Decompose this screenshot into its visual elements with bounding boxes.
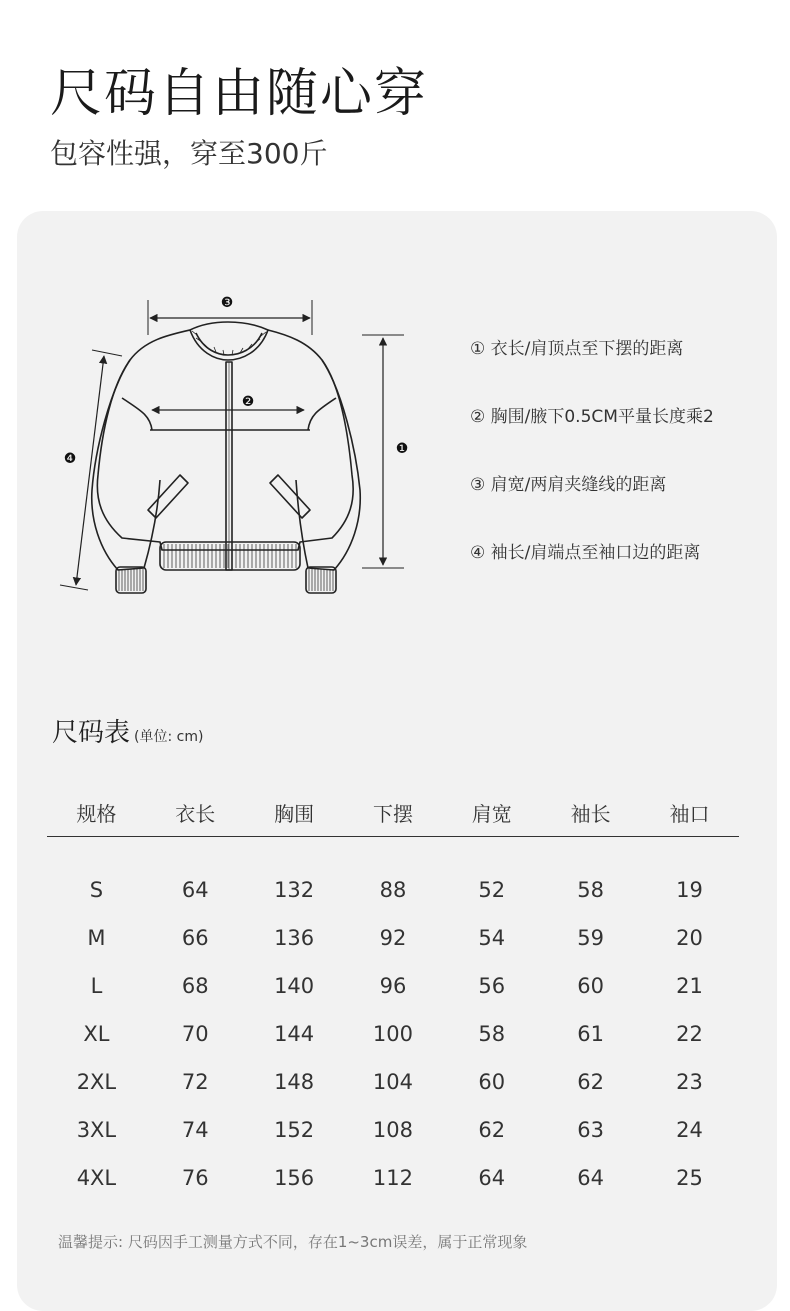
table-row	[47, 1058, 739, 1106]
table-cell: 2XL	[76, 1070, 117, 1094]
table-cell: 62	[577, 1070, 604, 1094]
size-table-title: 尺码表	[52, 718, 131, 748]
table-row	[47, 866, 739, 914]
table-cell: 62	[478, 1118, 506, 1142]
legend-length: ① 衣长/肩顶点至下摆的距离	[470, 339, 684, 359]
table-cell: 92	[379, 926, 407, 950]
measurement-note: 温馨提示: 尺码因手工测量方式不同，存在1~3cm误差，属于正常现象	[58, 1233, 528, 1251]
table-cell: 132	[274, 878, 315, 902]
table-cell: 68	[181, 974, 209, 998]
table-cell: L	[90, 974, 103, 998]
table-row	[47, 1010, 739, 1058]
table-cell: 22	[676, 1022, 703, 1046]
table-cell: 152	[274, 1118, 315, 1142]
table-cell: 19	[676, 878, 703, 902]
table-cell: 60	[478, 1070, 506, 1094]
table-cell: 61	[577, 1022, 604, 1046]
table-cell: 21	[676, 974, 703, 998]
table-cell: 72	[181, 1070, 209, 1094]
table-cell: 3XL	[76, 1118, 117, 1142]
table-cell: 52	[478, 878, 506, 902]
table-cell: 74	[181, 1118, 209, 1142]
size-table-header-row	[47, 788, 739, 837]
table-cell: S	[89, 878, 104, 902]
table-cell: 59	[577, 926, 604, 950]
table-cell: 70	[181, 1022, 209, 1046]
legend-shoulder: ③ 肩宽/两肩夹缝线的距离	[470, 475, 667, 495]
table-cell: 104	[372, 1070, 413, 1094]
table-cell: 24	[676, 1118, 703, 1142]
table-cell: 64	[577, 1166, 604, 1190]
table-cell: 25	[676, 1166, 703, 1190]
table-cell: 58	[478, 1022, 506, 1046]
column-header: 肩宽	[471, 801, 512, 826]
column-header: 规格	[76, 801, 117, 826]
table-row	[47, 962, 739, 1010]
measurement-legend	[470, 336, 770, 608]
table-cell: 64	[181, 878, 209, 902]
table-cell: 148	[274, 1070, 315, 1094]
marker-length: ❶	[395, 441, 409, 457]
table-cell: 112	[372, 1166, 413, 1190]
table-cell: 56	[478, 974, 506, 998]
table-cell: 76	[181, 1166, 209, 1190]
table-cell: 88	[379, 878, 407, 902]
page-title: 尺码自由随心穿	[50, 64, 429, 124]
table-cell: 156	[274, 1166, 315, 1190]
table-cell: 58	[577, 878, 604, 902]
marker-sleeve: ❹	[63, 451, 77, 467]
table-row	[47, 1154, 739, 1202]
column-header: 袖口	[669, 801, 710, 826]
legend-chest: ② 胸围/腋下0.5CM平量长度乘2	[470, 407, 714, 427]
table-row	[47, 914, 739, 962]
table-cell: 23	[676, 1070, 703, 1094]
page-subtitle: 包容性强，穿至300斤	[50, 137, 328, 170]
size-table-unit: (单位: cm)	[134, 729, 204, 745]
table-row	[47, 1106, 739, 1154]
table-cell: 54	[478, 926, 506, 950]
table-cell: 66	[181, 926, 209, 950]
table-cell: 60	[577, 974, 604, 998]
table-cell: 136	[274, 926, 315, 950]
column-header: 袖长	[570, 801, 611, 826]
table-cell: 20	[676, 926, 703, 950]
marker-shoulder: ❸	[220, 295, 234, 311]
table-cell: XL	[83, 1022, 110, 1046]
table-cell: 140	[274, 974, 315, 998]
legend-sleeve: ④ 袖长/肩端点至袖口边的距离	[470, 543, 701, 563]
table-cell: 100	[372, 1022, 413, 1046]
column-header: 下摆	[372, 801, 413, 826]
marker-chest: ❷	[241, 394, 255, 410]
table-cell: 144	[274, 1022, 315, 1046]
table-cell: 96	[379, 974, 407, 998]
table-cell: M	[87, 926, 106, 950]
table-cell: 64	[478, 1166, 506, 1190]
size-table-heading	[52, 712, 203, 749]
column-header: 衣长	[175, 801, 216, 826]
table-cell: 4XL	[76, 1166, 117, 1190]
hem-band	[160, 542, 300, 570]
table-cell: 63	[577, 1118, 604, 1142]
column-header: 胸围	[274, 801, 315, 826]
left-pocket	[148, 475, 188, 518]
jacket-measurement-diagram	[40, 280, 440, 610]
table-cell: 108	[372, 1118, 413, 1142]
size-table	[47, 788, 739, 1202]
right-pocket	[270, 475, 310, 518]
